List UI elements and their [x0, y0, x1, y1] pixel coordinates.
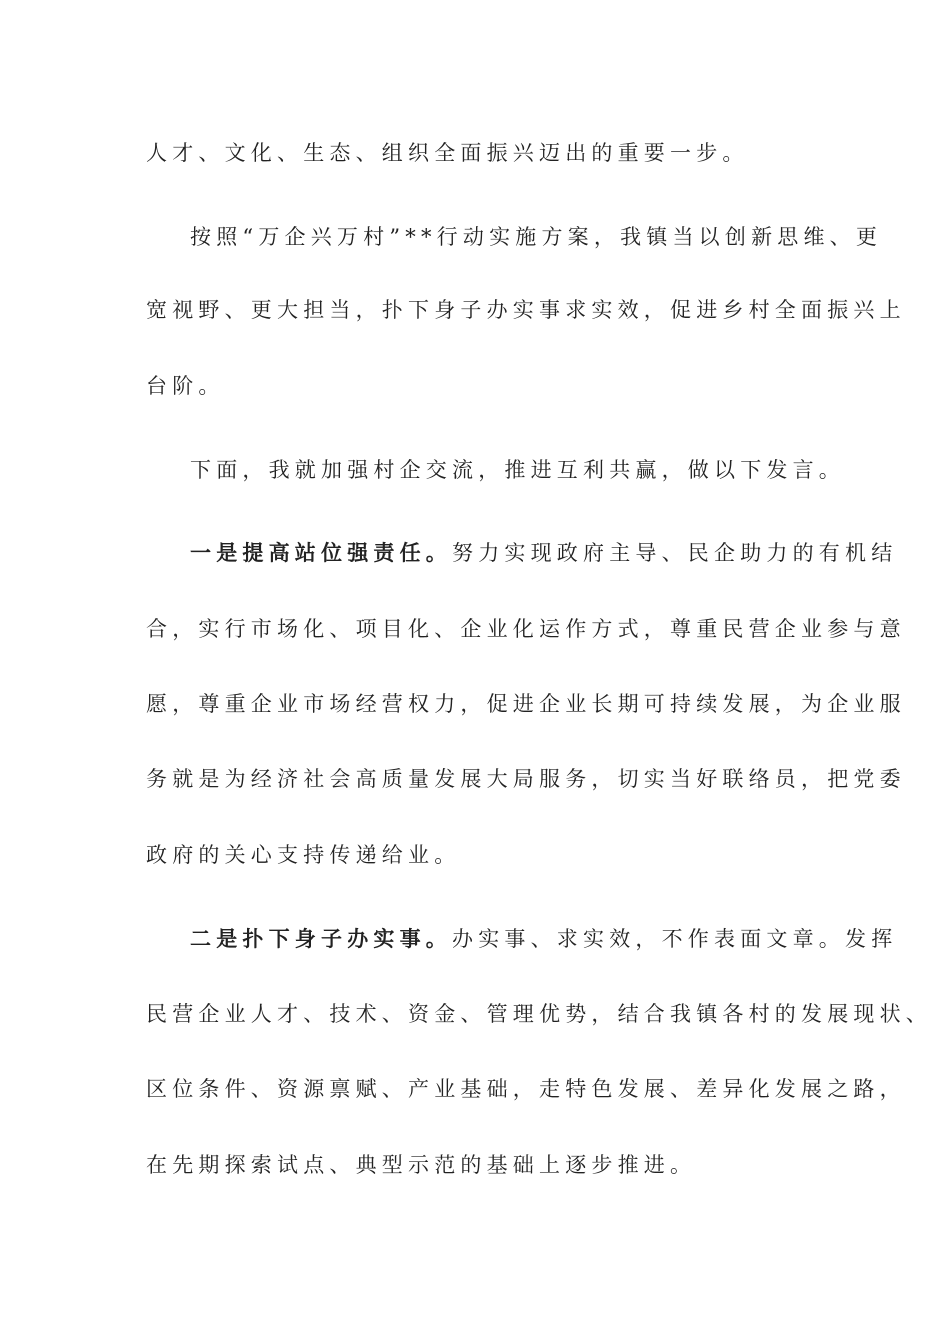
paragraph-line [146, 614, 906, 644]
paragraph-line [146, 764, 906, 794]
line-text: 台阶。 [146, 374, 225, 398]
paragraph-line [146, 138, 749, 168]
paragraph-line [146, 1074, 906, 1104]
line-text: 区位条件、资源禀赋、产业基础，走特色发展、差异化发展之路， [146, 1077, 906, 1101]
paragraph-line [190, 924, 897, 954]
paragraph-line [190, 538, 897, 568]
line-text: 合，实行市场化、项目化、企业化运作方式，尊重民营企业参与意 [146, 617, 906, 641]
paragraph-line [146, 295, 906, 325]
paragraph-line [146, 689, 906, 719]
paragraph-line [146, 371, 225, 401]
line-text: 下面，我就加强村企交流，推进互利共赢，做以下发言。 [190, 458, 845, 482]
section-heading: 二是扑下身子办实事。 [190, 926, 452, 951]
line-text: 努力实现政府主导、民企助力的有机结 [452, 541, 898, 565]
paragraph-line [146, 840, 460, 870]
section-heading: 一是提高站位强责任。 [190, 540, 452, 565]
paragraph-line [190, 222, 882, 252]
line-text: 务就是为经济社会高质量发展大局服务，切实当好联络员，把党委 [146, 767, 906, 791]
line-text: 在先期探索试点、典型示范的基础上逐步推进。 [146, 1153, 697, 1177]
line-text: 愿，尊重企业市场经营权力，促进企业长期可持续发展，为企业服 [146, 692, 906, 716]
paragraph-line [146, 999, 932, 1029]
line-text: 宽视野、更大担当，扑下身子办实事求实效，促进乡村全面振兴上 [146, 298, 906, 322]
line-text: 办实事、求实效，不作表面文章。发挥 [452, 927, 898, 951]
line-text: 政府的关心支持传递给业。 [146, 843, 461, 867]
paragraph-line [146, 1150, 696, 1180]
line-text: 人才、文化、生态、组织全面振兴迈出的重要一步。 [146, 141, 749, 165]
line-text: 按照“万企兴万村”**行动实施方案，我镇当以创新思维、更 [190, 225, 883, 249]
paragraph-line [190, 455, 845, 485]
line-text: 民营企业人才、技术、资金、管理优势，结合我镇各村的发展现状、 [146, 1002, 932, 1026]
